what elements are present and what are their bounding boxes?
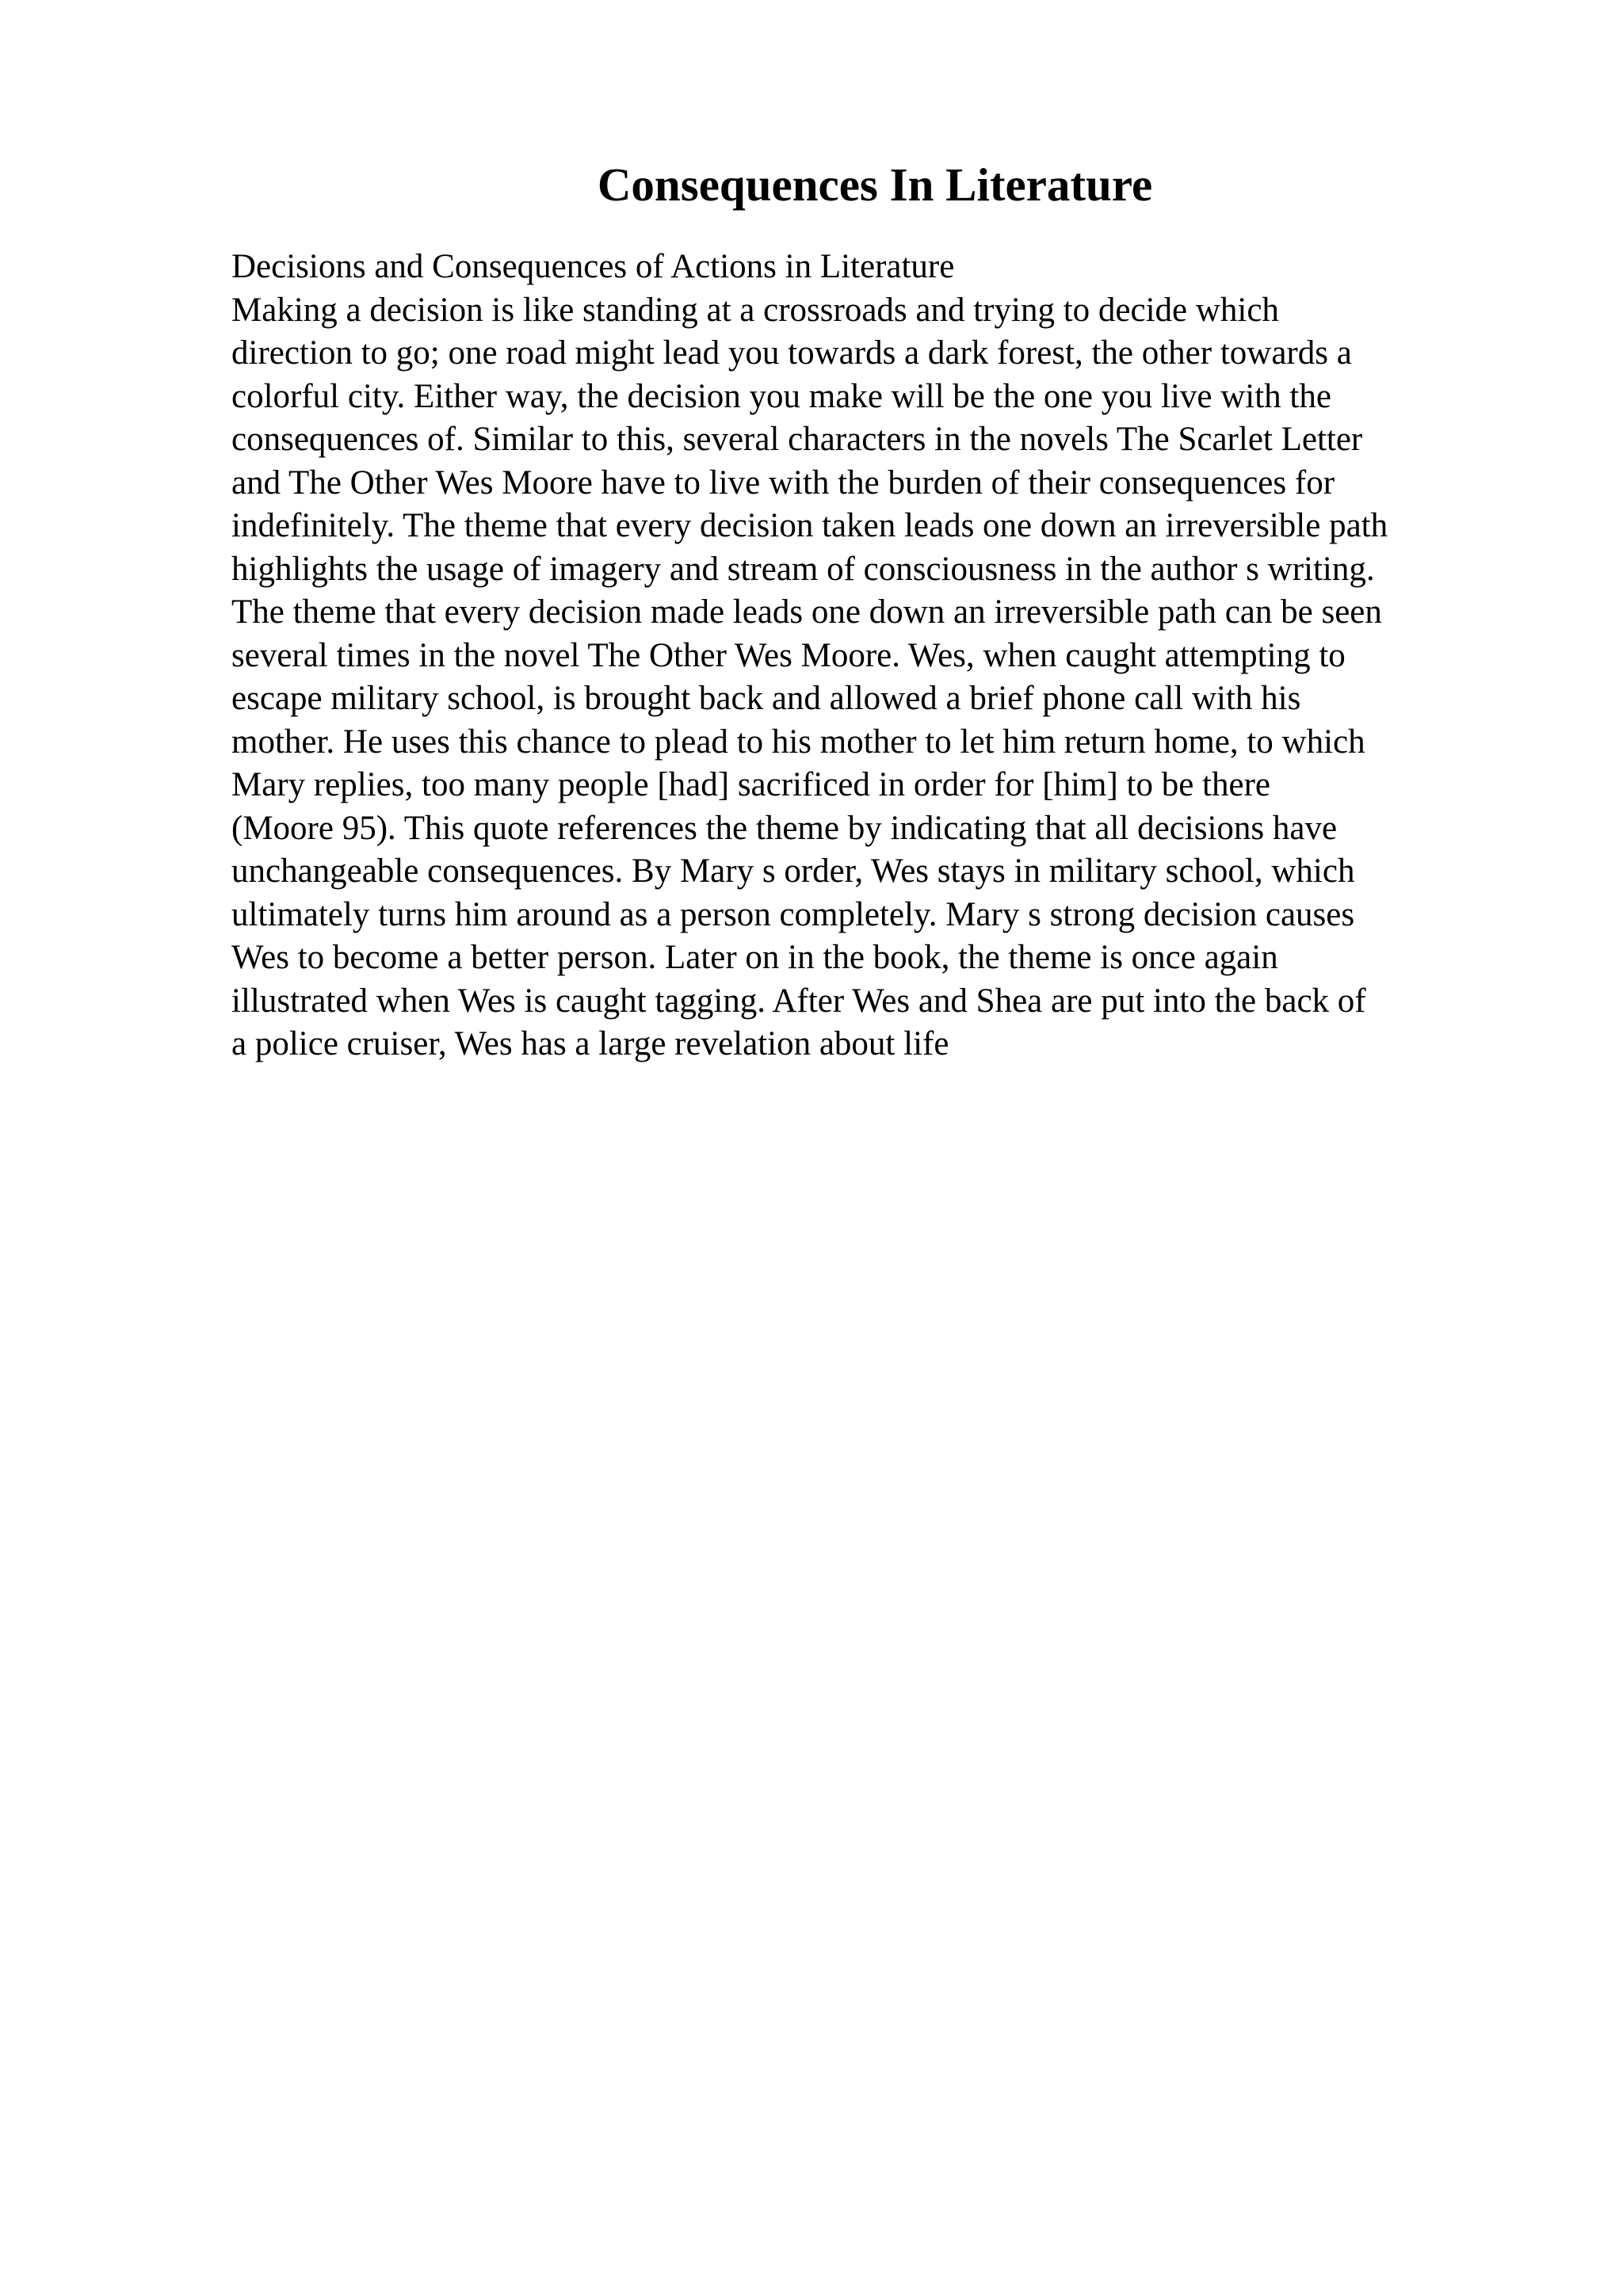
body-line: indefinitely. The theme that every decision taken leads one down an irreversible path xyxy=(231,507,1388,544)
body-line: (Moore 95). This quote references the theme by indicating that all decisions have xyxy=(231,809,1338,847)
body-line: Mary replies, too many people [had] sacrificed in order for [him] to be there xyxy=(231,766,1270,803)
body-line-subtitle: Decisions and Consequences of Actions in Literature xyxy=(231,248,955,285)
body-line: colorful city. Either way, the decision you make will be the one you live with the xyxy=(231,377,1331,415)
document-body xyxy=(231,246,1515,1066)
body-line: ultimately turns him around as a person completely. Mary s strong decision causes xyxy=(231,895,1355,933)
body-line: and The Other Wes Moore have to live with the burden of their consequences for xyxy=(231,463,1335,502)
body-line: escape military school, is brought back and allowed a brief phone call with his xyxy=(231,680,1301,717)
body-line: unchangeable consequences. By Mary s order, Wes stays in military school, which xyxy=(231,852,1355,890)
body-line: highlights the usage of imagery and stream of consciousness in the author s writing. xyxy=(231,550,1375,588)
body-line: illustrated when Wes is caught tagging. After Wes and Shea are put into the back of xyxy=(231,982,1366,1020)
body-line: direction to go; one road might lead you towards a dark forest, the other towards a xyxy=(231,334,1352,372)
body-line: several times in the novel The Other Wes Moore. Wes, when caught attempting to xyxy=(231,636,1346,674)
body-line: mother. He uses this chance to plead to his mother to let him return home, to which xyxy=(231,723,1365,761)
document-title: Consequences In Literature xyxy=(597,158,1153,211)
body-line: The theme that every decision made leads one down an irreversible path can be seen xyxy=(231,593,1382,631)
body-line: Wes to become a better person. Later on in the book, the theme is once again xyxy=(231,939,1278,976)
body-line: Making a decision is like standing at a crossroads and trying to decide which xyxy=(231,291,1279,329)
body-line: consequences of. Similar to this, several characters in the novels The Scarlet Letter xyxy=(231,421,1363,458)
body-line: a police cruiser, Wes has a large revelation about life xyxy=(231,1025,949,1062)
